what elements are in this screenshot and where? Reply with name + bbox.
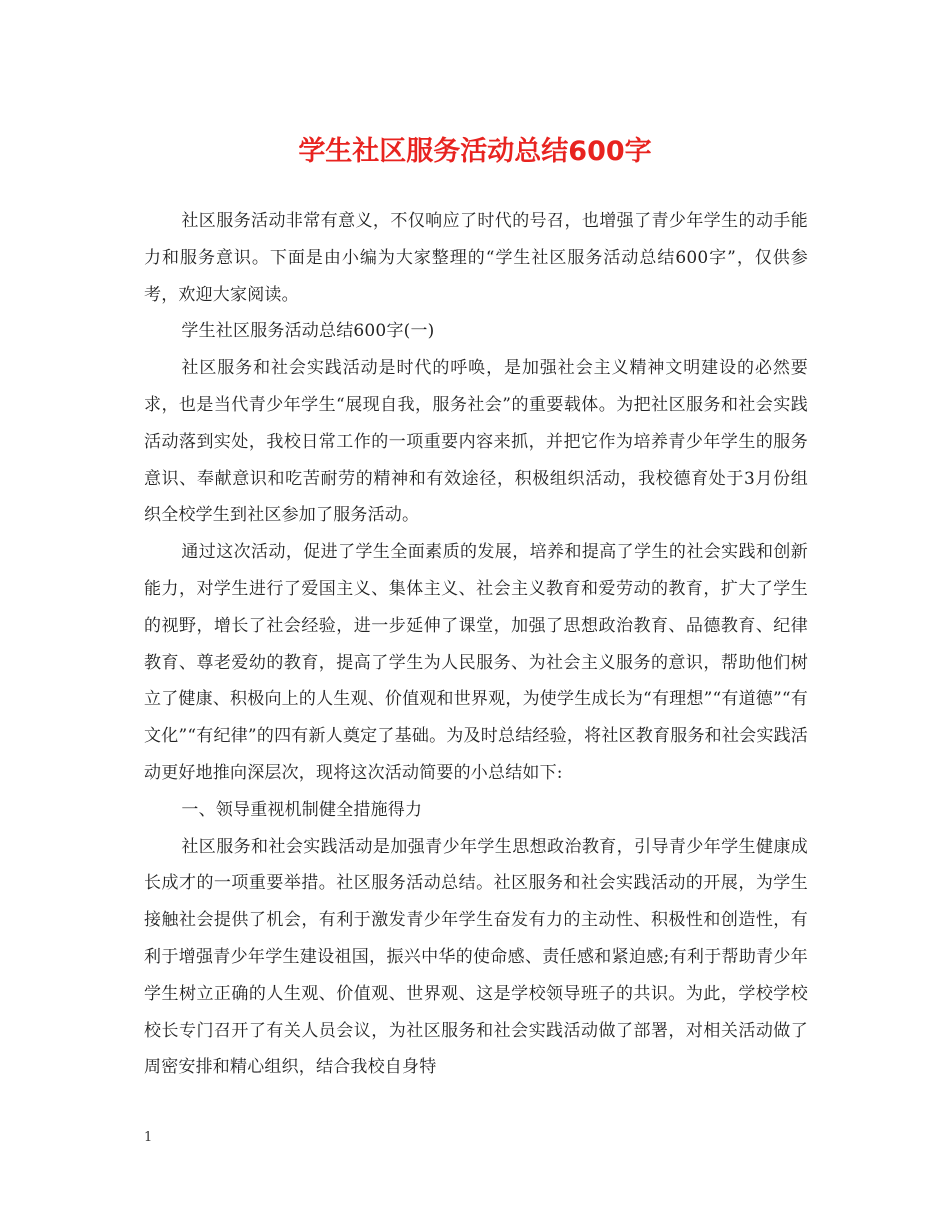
intro-paragraph: 社区服务活动非常有意义，不仅响应了时代的号召，也增强了青少年学生的动手能力和服务意识。下面是由小编为大家整理的“学生社区服务活动总结600字”，仅供参考，欢迎大家阅读。: [144, 211, 808, 305]
body-paragraph: 通过这次活动，促进了学生全面素质的发展，培养和提高了学生的社会实践和创新能力，对学生进行了爱国主义、集体主义、社会主义教育和爱劳动的教育，扩大了学生的视野，增长了社会经验，进一步延伸了课堂，加强了思想政治教育、品德教育、纪律教育、尊老爱幼的教育，提高了学生为人民服务、为社会主义服务的意识，帮助他们树立了健康、积极向上的人生观、价值观和世界观，为使学生成长为“有理想”“有道德”“有文化”“有纪律”的四有新人奠定了基础。为及时总结经验，将社区教育服务和社会实践活动更好地推向深层次，现将这次活动简要的小总结如下:: [144, 542, 808, 783]
document-title: 学生社区服务活动总结600字: [298, 136, 652, 167]
subsection-heading: 一、领导重视机制健全措施得力: [181, 799, 423, 820]
document-body: [144, 203, 808, 1086]
body-paragraph: 社区服务和社会实践活动是加强青少年学生思想政治教育，引导青少年学生健康成长成才的一项重要举措。社区服务活动总结。社区服务和社会实践活动的开展，为学生接触社会提供了机会，有利于激发青少年学生奋发有力的主动性、积极性和创造性，有利于增强青少年学生建设祖国，振兴中华的使命感、责任感和紧迫感;有利于帮助青少年学生树立正确的人生观、价值观、世界观、这是学校领导班子的共识。为此，学校学校校长专门召开了有关人员会议，为社区服务和社会实践活动做了部署，对相关活动做了周密安排和精心组织，结合我校自身特: [144, 836, 808, 1078]
section-heading: 学生社区服务活动总结600字(一): [181, 321, 435, 342]
body-paragraph: 社区服务和社会实践活动是时代的呼唤，是加强社会主义精神文明建设的必然要求，也是当代青少年学生“展现自我，服务社会”的重要载体。为把社区服务和社会实践活动落到实处，我校日常工作的一项重要内容来抓，并把它作为培养青少年学生的服务意识、奉献意识和吃苦耐劳的精神和有效途径，积极组织活动，我校德育处于3月份组织全校学生到社区参加了服务活动。: [144, 358, 808, 526]
page-number: 1: [144, 1130, 153, 1145]
